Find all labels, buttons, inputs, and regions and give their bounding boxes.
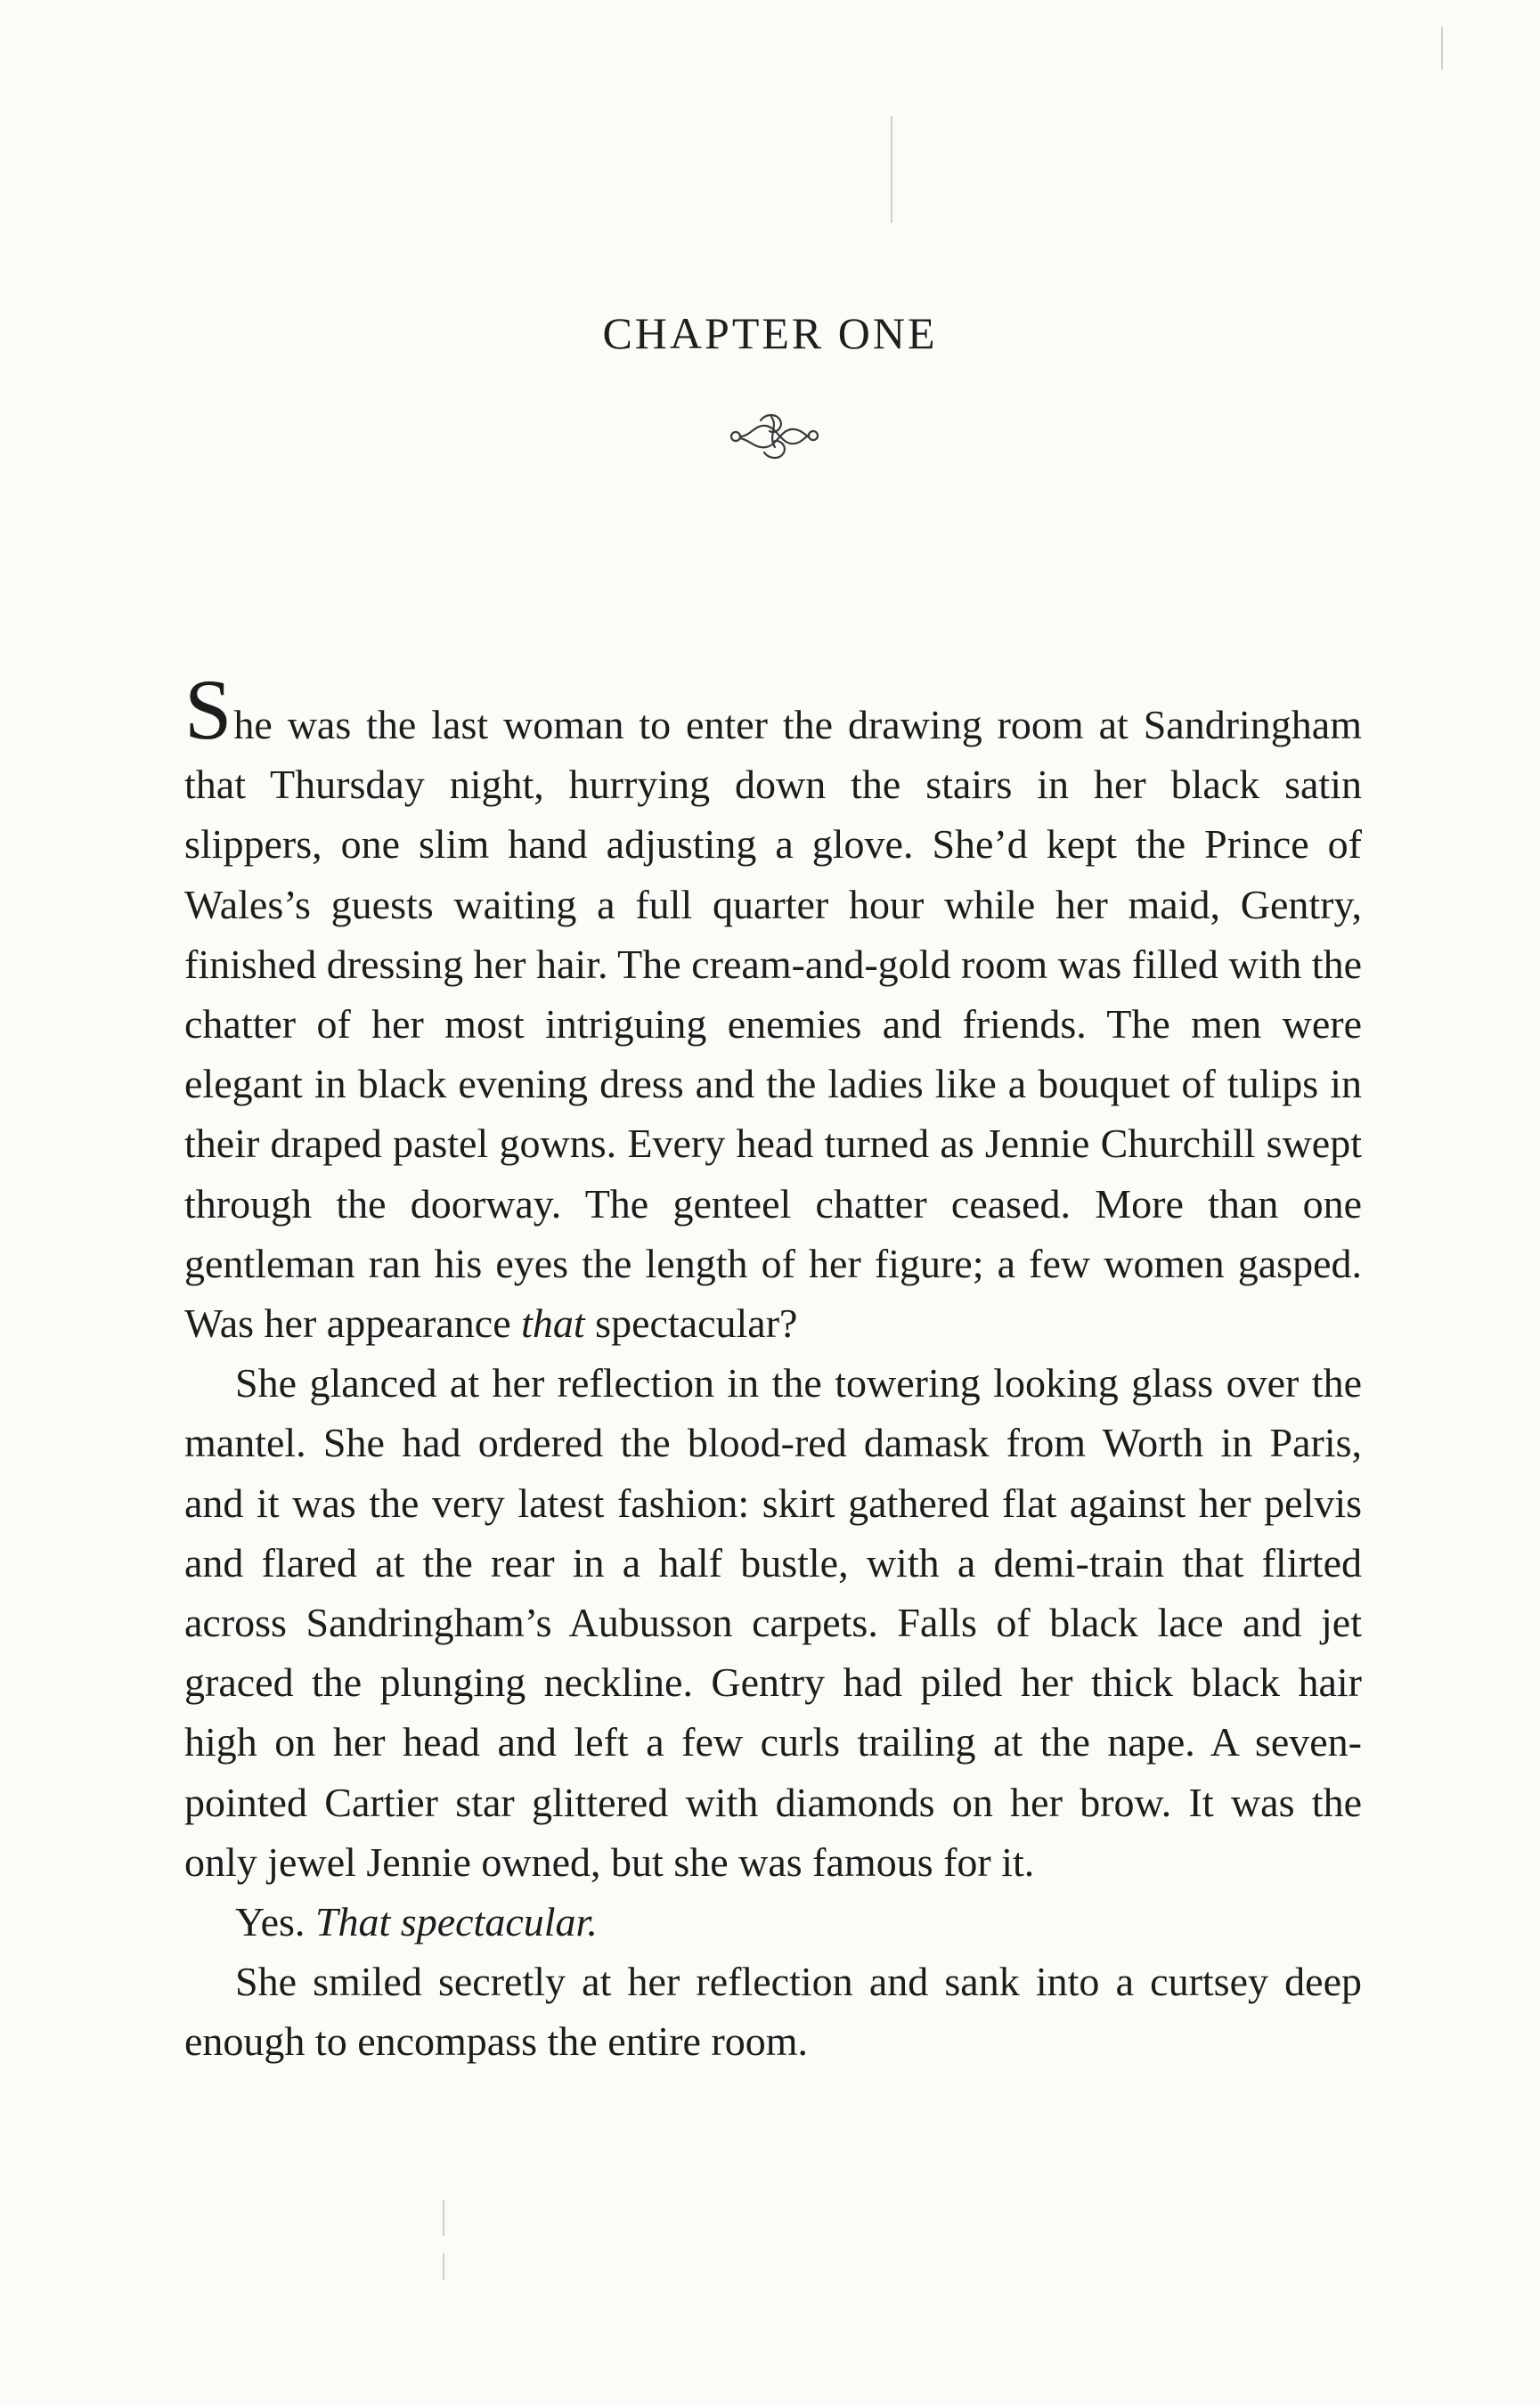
scan-mark xyxy=(891,116,892,223)
paragraph-1 xyxy=(184,662,1362,1353)
paragraph-1-tail: spectacular? xyxy=(584,1300,798,1347)
paragraph-3 xyxy=(184,1892,1362,1952)
paragraph-3-emphasis: That spectacular. xyxy=(314,1899,598,1945)
paragraph-3-lead: Yes. xyxy=(235,1899,315,1945)
chapter-title: CHAPTER ONE xyxy=(602,308,938,358)
scan-mark xyxy=(443,2254,444,2280)
chapter-body xyxy=(184,662,1362,2072)
scan-mark xyxy=(443,2200,444,2236)
paragraph-1-emphasis: that xyxy=(521,1300,585,1347)
paragraph-4: She smiled secretly at her reflection and sank into a curtsey deep enough to encompass the entire room. xyxy=(184,1959,1362,2065)
drop-cap-initial: S xyxy=(184,662,232,757)
paragraph-1-text: he was the last woman to enter the drawing room at Sandringham that Thursday night, hurrying down the stairs in her black satin slippers, one slim hand adjusting a glove. She’d kept the Prince of Wales’s guests waiting a full quarter hour while her maid, Gentry, finished dressing her hair. The cream-and-gold room was filled with the chatter of her most intriguing enemies and friends. The men were elegant in black evening dress and the ladies like a bouquet of tulips in their draped pastel gowns. Every head turned as Jennie Churchill swept through the doorway. The genteel chatter ceased. More than one gentleman ran his eyes the length of her figure; a few women gasped. Was her appearance xyxy=(184,702,1362,1347)
paragraph-2: She glanced at her reflection in the towering looking glass over the mantel. She had ordered the blood-red damask from Worth in Paris, and it was the very latest fashion: skirt gathered flat against her pelvis and flared at the rear in a half bustle, with a demi-train that flirted across Sandringham’s Aubusson carpets. Falls of black lace and jet graced the plunging neckline. Gentry had piled her thick black hair high on her head and left a few curls trailing at the nape. A seven-pointed Cartier star glittered with diamonds on her brow. It was the only jewel Jennie owned, but she was famous for it. xyxy=(184,1360,1362,1885)
decorative-knot-ornament-icon xyxy=(725,408,823,463)
scan-mark xyxy=(1441,27,1443,69)
